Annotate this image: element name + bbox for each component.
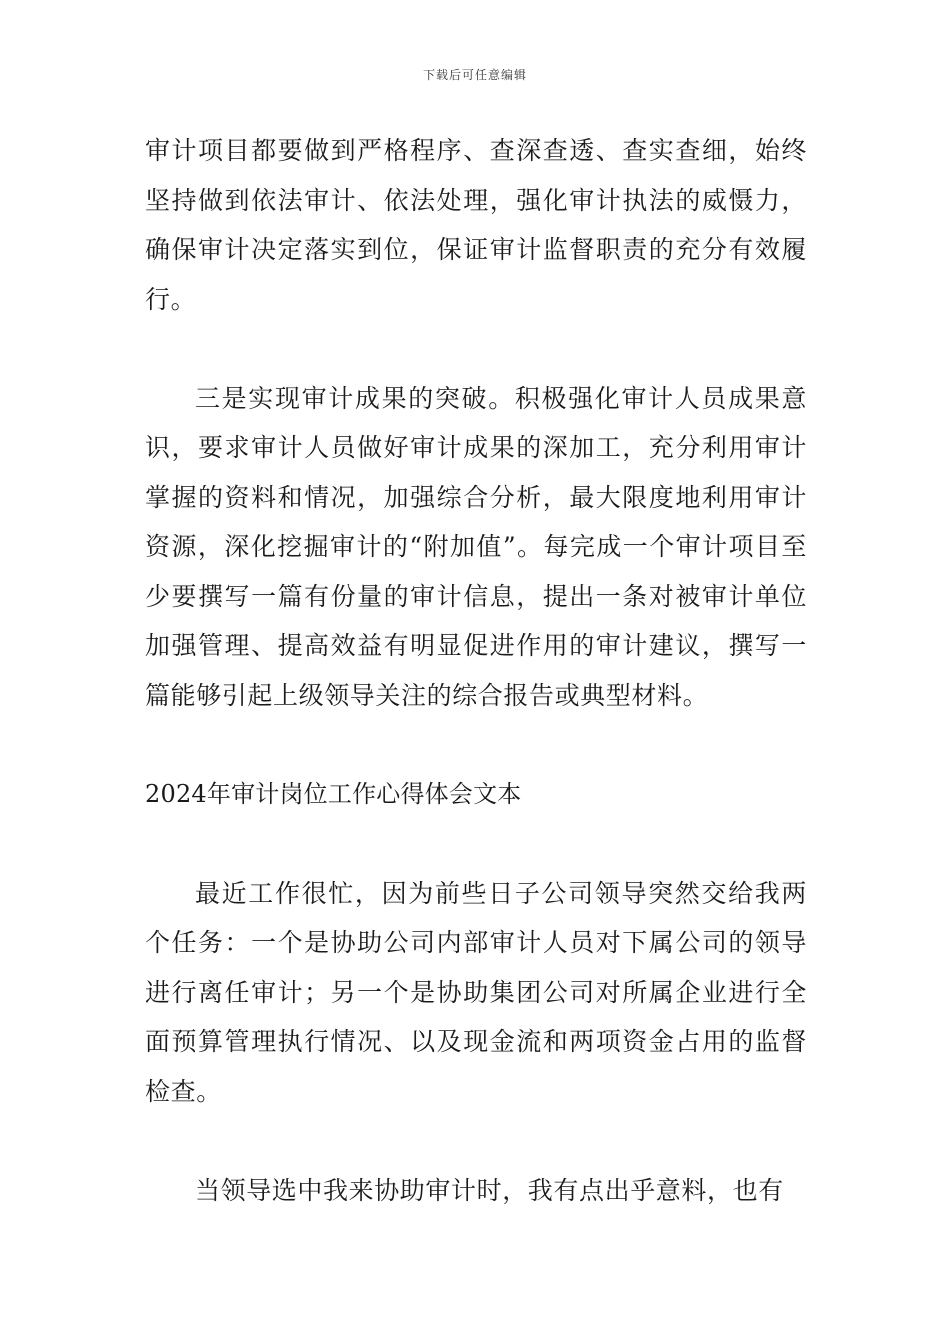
paragraph-4: 当领导选中我来协助审计时，我有点出乎意料，也有 <box>195 1175 784 1205</box>
section-heading: 2024年审计岗位工作心得体会文本 <box>145 779 522 808</box>
paragraph-3: 最近工作很忙，因为前些日子公司领导突然交给我两个任务：一个是协助公司内部审计人员对下属公司的领导进行离任审计；另一个是协助集团公司对所属企业进行全面预算管理执行情况、以及现金流和两项资金占用的监督检查。 <box>145 878 807 1106</box>
paragraph-gap <box>145 720 807 770</box>
paragraph-2: 三是实现审计成果的突破。积极强化审计人员成果意识，要求审计人员做好审计成果的深加工，充分利用审计掌握的资料和情况，加强综合分析，最大限度地利用审计资源，深化挖掘审计的“附加值”。每完成一个审计项目至少要撰写一篇有份量的审计信息，提出一条对被审计单位加强管理、提高效益有明显促进作用的审计建议，撰写一篇能够引起上级领导关注的综合报告或典型材料。 <box>145 383 807 710</box>
document-body <box>145 126 807 1215</box>
paragraph-gap <box>145 324 807 374</box>
header-note: 下载后可任意编辑 <box>422 68 527 82</box>
paragraph-gap <box>145 819 807 869</box>
paragraph-gap <box>145 1116 807 1166</box>
paragraph-1: 审计项目都要做到严格程序、查深查透、查实查细，始终坚持做到依法审计、依法处理，强化审计执法的威慑力，确保审计决定落实到位，保证审计监督职责的充分有效履行。 <box>145 136 807 314</box>
